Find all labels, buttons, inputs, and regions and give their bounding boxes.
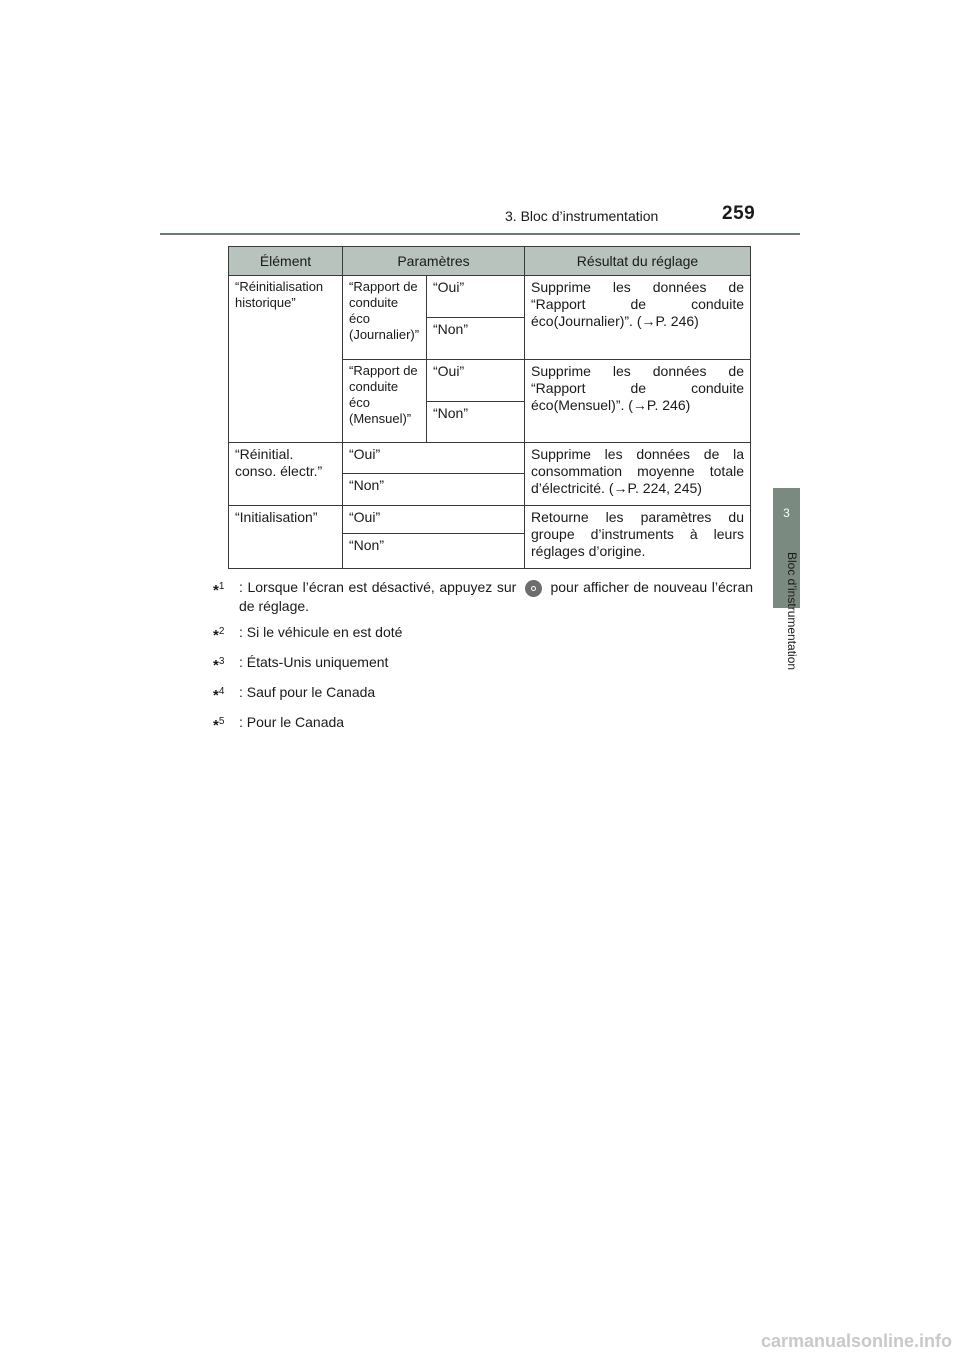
option-cell: “Non” <box>343 534 525 569</box>
footnote-text: : Pour le Canada <box>239 713 345 730</box>
footnote-mark: *$^1$ <box>213 581 225 599</box>
footnote <box>213 578 753 615</box>
column-header-element: Élément <box>229 247 343 276</box>
option-cell: “Non” <box>427 402 525 443</box>
result-cell: Supprime les données de la consommation moyenne totale d’électricité. (→P. 224, 245) <box>525 443 751 506</box>
element-cell: “Réinitial. conso. électr.” <box>229 443 343 506</box>
table-row <box>229 506 751 534</box>
footnote <box>213 713 753 735</box>
footnote-text: pour afficher de nouveau l’écran de réglage. <box>239 579 754 614</box>
result-cell: Retourne les paramètres du groupe d’instruments à leurs réglages d’origine. <box>525 506 751 569</box>
column-header-parameters: Paramètres <box>343 247 525 276</box>
settings-table <box>228 246 751 569</box>
display-button-icon <box>525 580 542 597</box>
footnote-mark: *$^3$ <box>213 655 225 674</box>
option-cell: “Oui” <box>343 443 525 474</box>
parameter-cell: “Rapport de conduite éco (Mensuel)” <box>343 360 427 443</box>
option-cell: “Oui” <box>427 276 525 318</box>
option-cell: “Oui” <box>427 360 525 402</box>
footnote-text: : Lorsque l’écran est désactivé, appuyez sur <box>239 579 517 595</box>
chapter-label: Bloc d’instrumentation <box>785 552 799 671</box>
element-cell: “Réinitialisation historique” <box>229 276 343 443</box>
footnotes <box>213 578 753 743</box>
footnote-text: : Si le véhicule en est doté <box>239 623 403 640</box>
result-cell: Supprime les données de “Rapport de conduite éco(Journalier)”. (→P. 246) <box>525 276 751 360</box>
result-cell: Supprime les données de “Rapport de conduite éco(Mensuel)”. (→P. 246) <box>525 360 751 443</box>
table-row <box>229 276 751 318</box>
header-rule <box>160 233 800 235</box>
page-number: 259 <box>722 203 756 224</box>
chapter-number: 3 <box>783 506 790 520</box>
table-row <box>229 443 751 474</box>
footnote-text: : Sauf pour le Canada <box>239 683 376 700</box>
watermark: carmanualsonline.info <box>760 1331 952 1351</box>
footnote <box>213 623 753 645</box>
footnote-mark: *$^4$ <box>213 685 225 704</box>
footnote <box>213 683 753 705</box>
column-header-result: Résultat du réglage <box>525 247 751 276</box>
footnote-mark: *$^2$ <box>213 625 225 644</box>
option-cell: “Non” <box>343 474 525 506</box>
parameter-cell: “Rapport de conduite éco (Journalier)” <box>343 276 427 360</box>
element-cell: “Initialisation” <box>229 506 343 569</box>
table-header-row <box>229 247 751 276</box>
footnote <box>213 653 753 675</box>
option-cell: “Non” <box>427 318 525 360</box>
footnote-text: : États-Unis uniquement <box>239 653 389 670</box>
footnote-mark: *$^5$ <box>213 715 225 734</box>
option-cell: “Oui” <box>343 506 525 534</box>
section-title: 3. Bloc d’instrumentation <box>505 208 659 224</box>
